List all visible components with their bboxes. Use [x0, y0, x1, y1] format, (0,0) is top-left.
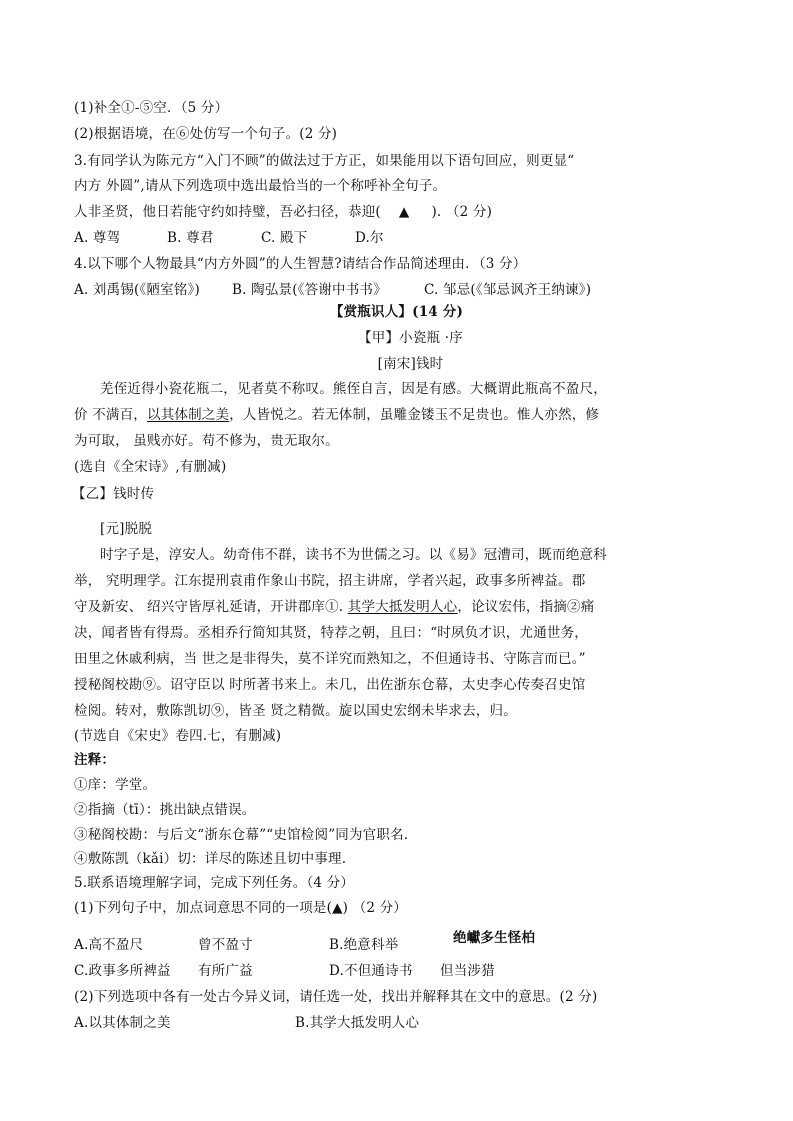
option-c: C. 殿下 — [261, 230, 308, 246]
option-d: D.尔 — [355, 230, 384, 246]
question-3-sentence — [74, 203, 492, 221]
text-jia-paragraph-line: 价 不满百，以其体制之美，人皆悦之。若无体制，虽雕金镂玉不足贵也。惟人亦然，修 — [74, 407, 600, 423]
text-yi-author: [元]脱脱 — [100, 521, 153, 537]
text-jia-title: 【甲】小瓷瓶 ·序 — [358, 330, 463, 346]
section-title: 【赏瓶识人】(14 分) — [329, 304, 464, 320]
question-5-1-option-a: A.高不盈尺 曾不盈寸 — [74, 937, 253, 953]
notes-label: 注释： — [74, 752, 116, 768]
text-jia-author: [南宋]钱时 — [377, 356, 444, 372]
text-yi-paragraph-line: 授秘阁校勘⑨。诏守臣以 时所著书来上。未几，出佐浙东仓幕，太史李心传奏召史馆 — [74, 677, 586, 693]
text-yi-paragraph-line: 检阅。转对，敷陈凯切⑨，皆圣 贤之精微。旋以国史宏纲未毕求去，归。 — [74, 703, 517, 719]
blank-marker: ▲ — [398, 204, 410, 220]
option-a: A. 尊驾 — [74, 230, 121, 246]
question-3-options — [74, 229, 384, 247]
question-3-line-1: 3.有同学认为陈元方“入门不顾”的做法过于方正，如果能用以下语句回应，则更显“ — [74, 153, 575, 169]
option-a: A.以其体制之美 — [74, 1015, 171, 1031]
question-5: 5.联系语境理解字词，完成下列任务。（4 分） — [74, 875, 355, 891]
question-1-1: (1)补全①-⑤空．（5 分） — [74, 100, 229, 116]
text-yi-paragraph-line: 田里之休戚利病，当 世之是非得失，莫不详究而熟知之，不但通诗书、守陈言而已。” — [74, 651, 586, 667]
question-3-line-2: 内方 外圆”,请从下列选项中选出最恰当的一个称呼补全句子。 — [74, 178, 447, 194]
question-5-2: (2)下列选项中各有一处古今异义词，请任选一处，找出并解释其在文中的意思。(2 分) — [74, 989, 598, 1005]
option-a: A. 刘禹锡(《陋室铭》) — [74, 282, 200, 298]
question-5-1-option-b: B.绝意科举 — [329, 937, 399, 953]
question-5-1-option-b-pair: 绝巘多生怪柏 — [453, 930, 536, 946]
question-5-1-option-c: C.政事多所裨益 有所广益 — [74, 963, 253, 979]
question-4: 4.以下哪个人物最具“内方外圆”的人生智慧?请结合作品简述理由．（3 分） — [74, 256, 527, 272]
sentence-text: 人非圣贤，他日若能守约如持璧，吾必扫径，恭迎( — [74, 204, 381, 220]
question-5-1-option-d: D.不但通诗书 但当涉猎 — [329, 963, 495, 979]
text-yi-title: 【乙】钱时传 — [72, 486, 155, 502]
sentence-score: ). （2 分) — [431, 204, 493, 220]
question-1-2: (2)根据语境，在⑥处仿写一个句子。(2 分) — [74, 126, 338, 142]
underlined-phrase: 其学大抵发明人心 — [347, 599, 458, 615]
text-yi-paragraph-line: 守及新安、 绍兴守皆厚礼延请，开讲郡庠①. 其学大抵发明人心，论议宏伟，指摘②痛 — [74, 599, 595, 615]
option-c: C. 邹忌(《邹忌讽齐王纳谏》) — [424, 282, 592, 298]
text-jia-source: (选自《全宋诗》,有删减) — [74, 459, 227, 475]
question-5-2-options — [74, 1014, 419, 1032]
note-item: ③秘阁校勘：与后文“浙东仓幕”“史馆检阅”同为官职名. — [74, 827, 409, 843]
question-5-1: (1)下列句子中，加点词意思不同的一项是(▲) （2 分） — [74, 900, 408, 916]
underlined-phrase: 以其体制之美 — [147, 407, 230, 423]
option-b: B. 陶弘景(《答谢中书书》 — [232, 282, 387, 298]
text-jia-paragraph-line: 羌侄近得小瓷花瓶二，见者莫不称叹。熊侄自言，因是有感。大概谓此瓶高不盈尺， — [100, 381, 607, 397]
text-yi-paragraph-line: 举， 究明理学。江东提刑袁甫作象山书院，招主讲席，学者兴起，政事多所裨益。郡 — [74, 573, 586, 589]
note-item: ②指摘（tī）：挑出缺点错误。 — [74, 802, 256, 818]
text-yi-source: (节选自《宋史》卷四.七，有删减) — [74, 728, 282, 744]
question-4-options — [74, 281, 591, 299]
text-yi-paragraph-line: 决，闻者皆有得焉。丞相乔行简知其贤，特荐之朝，且曰：“时夙负才识，尤通世务， — [74, 625, 589, 641]
option-b: B. 尊君 — [167, 230, 214, 246]
option-b: B.其学大抵发明人心 — [295, 1015, 420, 1031]
note-item: ①庠：学堂。 — [74, 777, 157, 793]
text-jia-paragraph-line: 为可取， 虽贱亦好。苟不修为，贵无取尔。 — [74, 433, 339, 449]
text-yi-paragraph-line: 时字子是，淳安人。幼奇伟不群，读书不为世儒之习。以《易》冠漕司，既而绝意科 — [100, 547, 607, 563]
note-item: ④敷陈凯（kǎi）切：详尽的陈述且切中事理. — [74, 851, 347, 867]
